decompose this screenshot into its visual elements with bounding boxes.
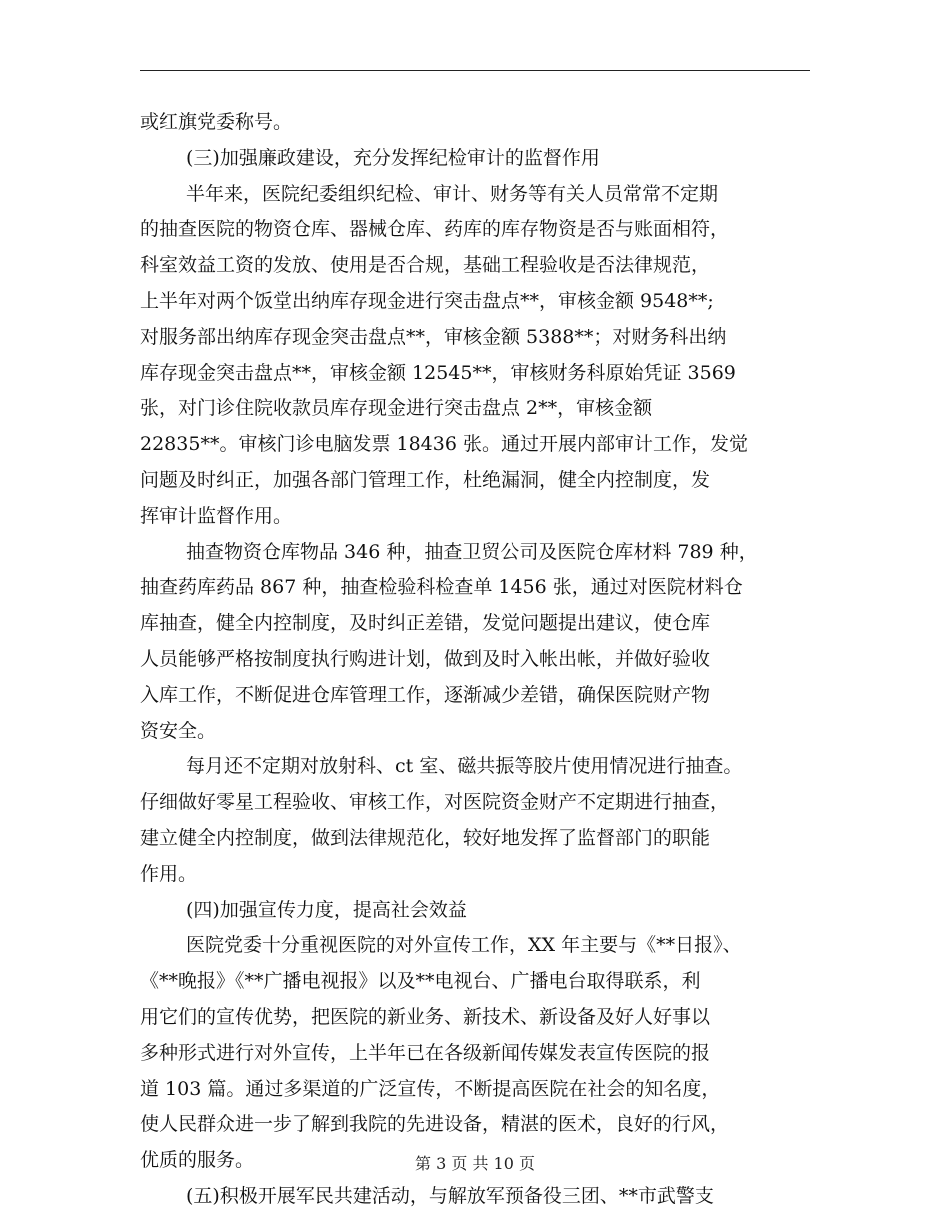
text-line: 抽查物资仓库物品 346 种，抽查卫贸公司及医院仓库材料 789 种， (186, 540, 758, 563)
text-line: 仔细做好零星工程验收、审核工作，对医院资金财产不定期进行抽查， (140, 791, 730, 814)
text-line: 《**晚报》《**广播电视报》以及**电视台、广播电台取得联系，利 (140, 970, 701, 993)
section-heading: (四)加强宣传力度，提高社会效益 (186, 898, 467, 921)
text-line: 优质的服务。 (140, 1149, 255, 1172)
header-rule (140, 70, 810, 71)
section-heading: (五)积极开展军民共建活动，与解放军预备役三团、**市武警支 (186, 1184, 714, 1207)
page-number-footer: 第 3 页 共 10 页 (415, 1154, 535, 1173)
document-body (140, 105, 830, 1215)
text-line: 上半年对两个饭堂出纳库存现金进行突击盘点**，审核金额 9548**; (140, 289, 714, 312)
text-line: 库抽查，健全内控制度，及时纠正差错，发觉问题提出建议，使仓库 (140, 612, 711, 635)
text-line: 科室效益工资的发放、使用是否合规，基础工程验收是否法律规范， (140, 254, 711, 277)
text-line: 医院党委十分重视医院的对外宣传工作，XX 年主要与《**日报》、 (186, 934, 742, 957)
text-line: 22835**。审核门诊电脑发票 18436 张。通过开展内部审计工作，发觉 (140, 433, 748, 456)
text-line: 库存现金突击盘点**，审核金额 12545**，审核财务科原始凭证 3569 (140, 361, 736, 384)
text-line: 人员能够严格按制度执行购进计划，做到及时入帐出帐，并做好验收 (140, 647, 711, 670)
text-line: 多种形式进行对外宣传，上半年已在各级新闻传媒发表宣传医院的报 (140, 1041, 711, 1064)
text-line: 用它们的宣传优势，把医院的新业务、新技术、新设备及好人好事以 (140, 1005, 711, 1028)
text-line: 问题及时纠正，加强各部门管理工作，杜绝漏洞，健全内控制度，发 (140, 468, 711, 491)
text-line: 每月还不定期对放射科、ct 室、磁共振等胶片使用情况进行抽查。 (186, 755, 743, 778)
text-line: 入库工作，不断促进仓库管理工作，逐渐减少差错，确保医院财产物 (140, 683, 711, 706)
text-line: 建立健全内控制度，做到法律规范化，较好地发挥了监督部门的职能 (140, 826, 711, 849)
text-line: 道 103 篇。通过多渠道的广泛宣传，不断提高医院在社会的知名度， (140, 1077, 721, 1100)
text-line: 或红旗党委称号。 (140, 111, 293, 133)
text-line: 张，对门诊住院收款员库存现金进行突击盘点 2**，审核金额 (140, 397, 653, 420)
text-line: 的抽查医院的物资仓库、器械仓库、药库的库存物资是否与账面相符， (140, 218, 730, 241)
text-line: 抽查药库药品 867 种，抽查检验科检查单 1456 张，通过对医院材料仓 (140, 576, 743, 599)
text-line: 半年来，医院纪委组织纪检、审计、财务等有关人员常常不定期 (186, 182, 719, 205)
text-line: 对服务部出纳库存现金突击盘点**，审核金额 5388**；对财务科出纳 (140, 325, 727, 348)
section-heading: (三)加强廉政建设，充分发挥纪检审计的监督作用 (186, 146, 600, 169)
text-line: 挥审计监督作用。 (140, 504, 293, 527)
text-line: 使人民群众进一步了解到我院的先进设备，精湛的医术，良好的行风， (140, 1113, 730, 1136)
text-line: 作用。 (140, 862, 198, 885)
text-line: 资安全。 (140, 719, 217, 742)
